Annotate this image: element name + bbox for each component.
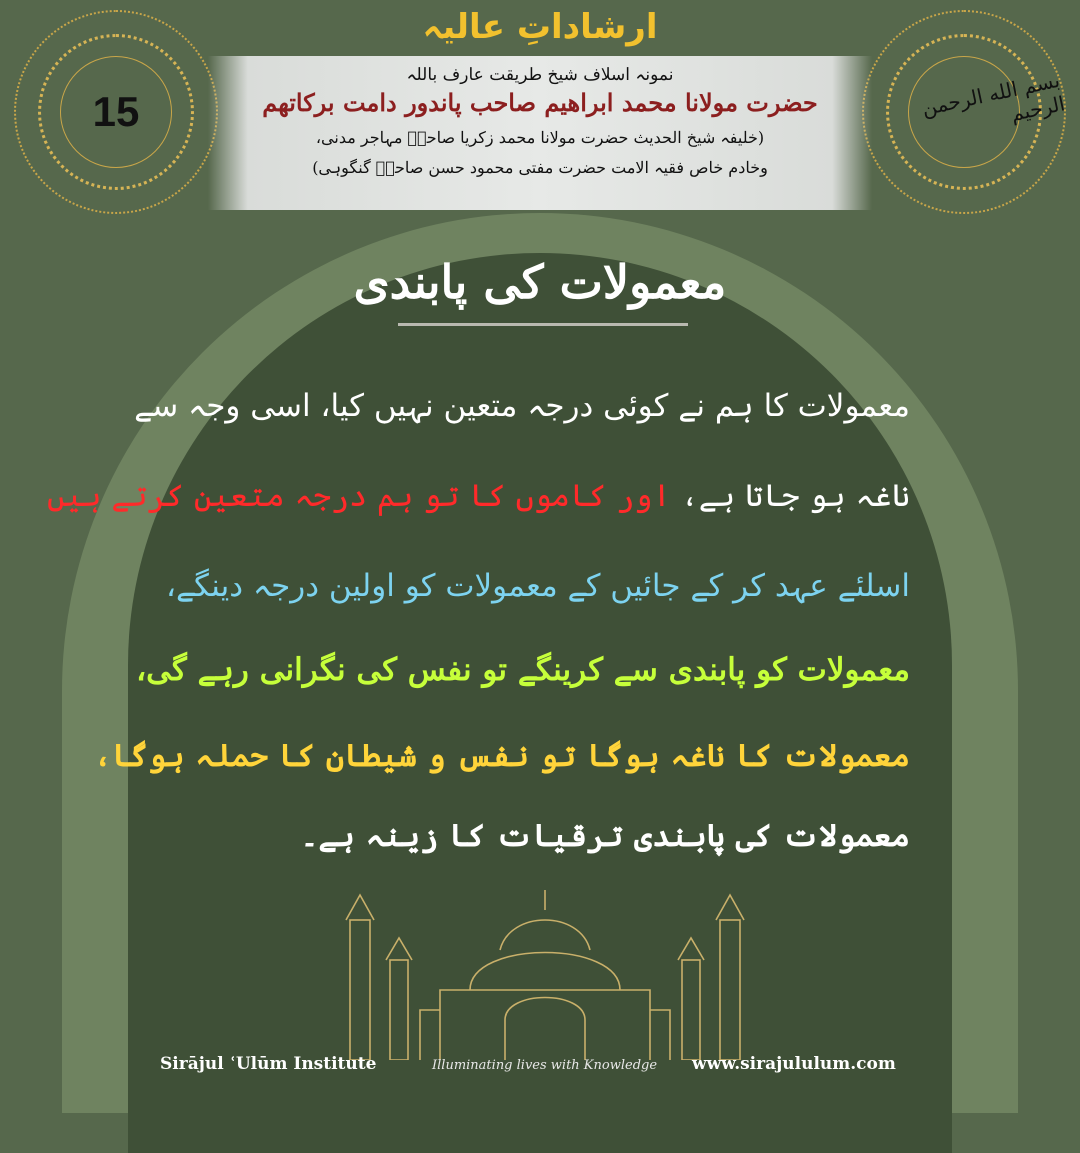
footer-website[interactable]: www.sirajululum.com (692, 1054, 896, 1074)
body-line-2-white: ناغہ ہو جاتا ہے، (670, 478, 910, 514)
footer-org: Sirājul ʿUlūm Institute (160, 1054, 377, 1074)
bismillah-calligraphy: بسم الله الرحمن الرحيم (919, 67, 1067, 126)
body-line-2 (47, 478, 910, 514)
body-line-5: معمولات کا ناغہ ہوگا تو نفس و شیطان کا حملہ ہوگا، (93, 738, 910, 774)
banner-line-1: نمونہ اسلاف شیخ طریقت عارف باللہ (406, 65, 674, 85)
body-line-4: معمولات کو پابندی سے کرینگے تو نفس کی نگرانی رہے گی، (136, 652, 910, 688)
title-divider (398, 323, 688, 326)
mosque-illustration (320, 880, 770, 1060)
post-number: 15 (92, 88, 140, 135)
header-title: ارشاداتِ عالیہ (422, 7, 658, 47)
footer-tagline: Illuminating lives with Knowledge (432, 1058, 658, 1073)
section-title: معمولات کی پابندی (353, 255, 727, 309)
body-line-1: معمولات کا ہم نے کوئی درجہ متعین نہیں کیا، اسی وجہ سے (134, 388, 910, 424)
footer (0, 1052, 1080, 1081)
body-line-6: معمولات کی پابندی ترقیات کا زینہ ہے۔ (300, 818, 910, 854)
body-line-2-red: اور کاموں کا تو ہم درجہ متعین کرتے ہیں (47, 478, 671, 514)
banner-line-4: وخادم خاص فقیہ الامت حضرت مفتی محمود حسن صاحبؒ گنگوہی) (312, 158, 768, 177)
banner-scholar-name: حضرت مولانا محمد ابراھیم صاحب پاندور دامت برکاتھم (262, 88, 818, 117)
banner-line-3: (خلیفہ شیخ الحدیث حضرت مولانا محمد زکریا صاحبؒ مہاجر مدنی، (315, 128, 765, 147)
body-line-3: اسلئے عہد کر کے جائیں کے معمولات کو اولین درجہ دینگے، (165, 568, 910, 604)
scholar-banner (208, 56, 872, 210)
